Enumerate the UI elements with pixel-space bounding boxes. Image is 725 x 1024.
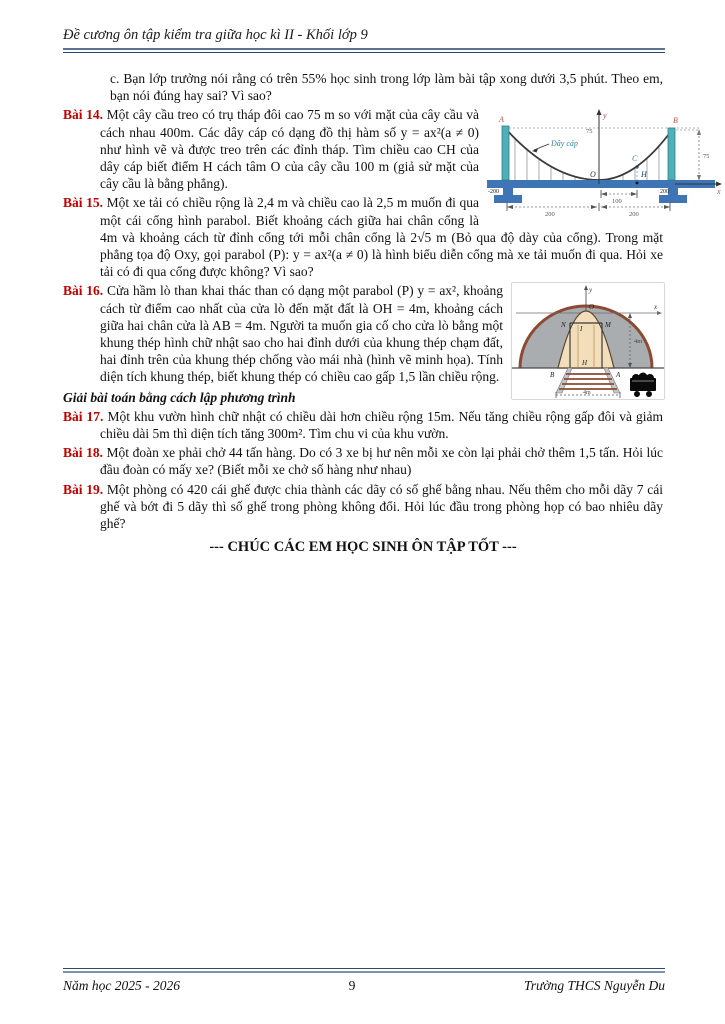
problem-16-label: Bài 16. — [63, 283, 104, 299]
mine-point-h-label: H — [582, 359, 588, 368]
bridge-dim-200-left: 200 — [545, 211, 555, 219]
bridge-tick-200: 200 — [660, 189, 669, 196]
mine-point-b-label: B — [550, 371, 555, 380]
mine-x-axis-label: x — [654, 303, 658, 312]
bridge-dim-75: 75 — [703, 153, 710, 161]
mine-point-n-label: N — [561, 321, 566, 330]
problem-17-text: Một khu vườn hình chữ nhật có chiều dài hơn chiều rộng 15m. Nếu tăng chiều rộng gấp đôi và giảm chiều dài 5m thì diện tích tăng 300m². Tìm chu vi của khu vườn. — [100, 408, 664, 442]
header-divider — [63, 48, 665, 53]
problem-19 — [63, 481, 663, 533]
problem-17-label: Bài 17. — [63, 408, 104, 424]
bridge-tick-neg200: -200 — [488, 189, 499, 196]
header-title: Đề cương ôn tập kiểm tra giữa học kì II - Khối lớp 9 — [63, 27, 368, 43]
bridge-point-a-label: A — [499, 115, 504, 125]
footer-divider — [63, 968, 665, 973]
bridge-y-axis-label: y — [603, 111, 607, 121]
problem-18 — [63, 444, 663, 478]
mine-cart-icon — [630, 373, 656, 398]
mine-point-a-label: A — [616, 371, 621, 380]
mine-point-i-label: I — [580, 325, 583, 334]
hanger-cables — [515, 139, 659, 181]
tower-right — [668, 128, 675, 180]
bridge-diagram — [487, 106, 725, 218]
document-body — [63, 70, 721, 571]
section-heading: Giải bài toán bằng cách lập phương trình — [63, 389, 296, 405]
problem-14-text: Một cây cầu treo có trụ tháp đôi cao 75 m so với mặt của cây cầu và cách nhau 400m. Các dây cáp có dạng đồ thị hàm số y = ax²(a ≠ 0) như hình vẽ và được treo trên các đỉnh tháp. Tìm chiều cao CH của dây cáp biết điểm H cách tâm O của cây cầu 100 m (giả sử mặt của cây cầu là bằng phẳng). — [100, 107, 479, 192]
bridge-dim-100: 100 — [612, 198, 622, 206]
mine-dim-height: 4m — [634, 338, 643, 346]
bridge-x-axis-label: x — [717, 187, 721, 197]
question-c-marker: c. — [110, 71, 120, 86]
problem-14-label: Bài 14. — [63, 107, 104, 123]
bridge-tick-75: 75 — [586, 128, 593, 136]
mine-dim-width: 4m — [583, 390, 591, 397]
problem-19-label: Bài 19. — [63, 481, 104, 497]
bridge-point-b-label: B — [673, 116, 678, 126]
mine-y-axis-label: y — [589, 286, 593, 295]
problem-15-label: Bài 15. — [63, 195, 103, 211]
tower-left — [502, 126, 509, 180]
problem-18-text: Một đoàn xe phải chở 44 tấn hàng. Do có 3 xe bị hư nên mỗi xe còn lại phải chở thêm 1,5 tấn. Hỏi lúc đầu đoàn có mấy xe? (Biết mỗi xe chở số hàng như nhau) — [100, 445, 663, 478]
page-footer — [63, 968, 665, 994]
bridge-dim-200-right: 200 — [629, 211, 639, 219]
bridge-cable-label: Dây cáp — [551, 139, 578, 149]
problem-17 — [63, 408, 663, 442]
mine-figure — [511, 282, 665, 400]
mine-diagram — [512, 283, 664, 399]
bridge-point-h-label: H — [641, 170, 647, 180]
problem-16-text: Cửa hầm lò than khai thác than có dạng một parabol (P) y = ax², khoảng cách từ điểm cao nhất của cửa lò đến mặt đất là OH = 4m, khoảng cách giữa hai chân cửa là AB = 4m. Người ta muốn gia cố cho cửa lò bằng một khung thép hình chữ nhật sao cho hai đỉnh dưới của khung thép chạm đất, hai đỉnh trên của khung thép chống vào mái nhà (hình vẽ minh họa). Tính diện tích khung thép, biết khung thép có chiều cao gấp 1,5 lần chiều rộng. — [100, 283, 503, 385]
footer-school-name: Trường THCS Nguyễn Du — [524, 978, 665, 993]
question-c-text: Bạn lớp trưởng nói rằng có trên 55% học sinh trong lớp làm bài tập xong dưới 3,5 phút. Theo em, bạn nói đúng hay sai? Vì sao? — [110, 71, 664, 104]
footer-page-number: 9 — [348, 978, 356, 993]
page-header — [63, 27, 665, 53]
closing-message: --- CHÚC CÁC EM HỌC SINH ÔN TẬP TỐT --- — [209, 539, 517, 556]
question-c — [110, 70, 663, 104]
mine-point-m-label: M — [605, 321, 611, 330]
problem-15-text: Một xe tải có chiều rộng là 2,4 m và chiều cao là 2,5 m muốn đi qua một cái cổng hình parabol. Biết khoảng cách giữa hai chân cổng là 4m và khoảng cách từ đỉnh cổng tới mỗi chân cổng là 2√5 m (Bỏ qua độ dày của cổng). Trong mặt phẳng tọa độ Oxy, gọi parabol (P): y = ax²(a ≠ 0) là hình biểu diễn cổng mà xe tải muốn đi qua. Hỏi xe tải có đi qua cổng được không? Vì sao? — [100, 195, 663, 280]
mine-origin-label: O — [589, 303, 595, 312]
bridge-figure — [487, 106, 725, 218]
problem-19-text: Một phòng có 420 cái ghế được chia thành các dãy có số ghế bằng nhau. Nếu thêm cho mỗi dãy 7 cái ghế và bớt đi 5 dãy thì số ghế trong phòng không đổi. Hỏi lúc đầu trong phòng họp có bao nhiêu dãy ghế? — [100, 481, 664, 532]
problem-18-label: Bài 18. — [63, 445, 103, 461]
bridge-origin-label: O — [590, 170, 596, 180]
bridge-point-c-label: C — [632, 154, 638, 164]
footer-school-year: Năm học 2025 - 2026 — [63, 978, 180, 993]
